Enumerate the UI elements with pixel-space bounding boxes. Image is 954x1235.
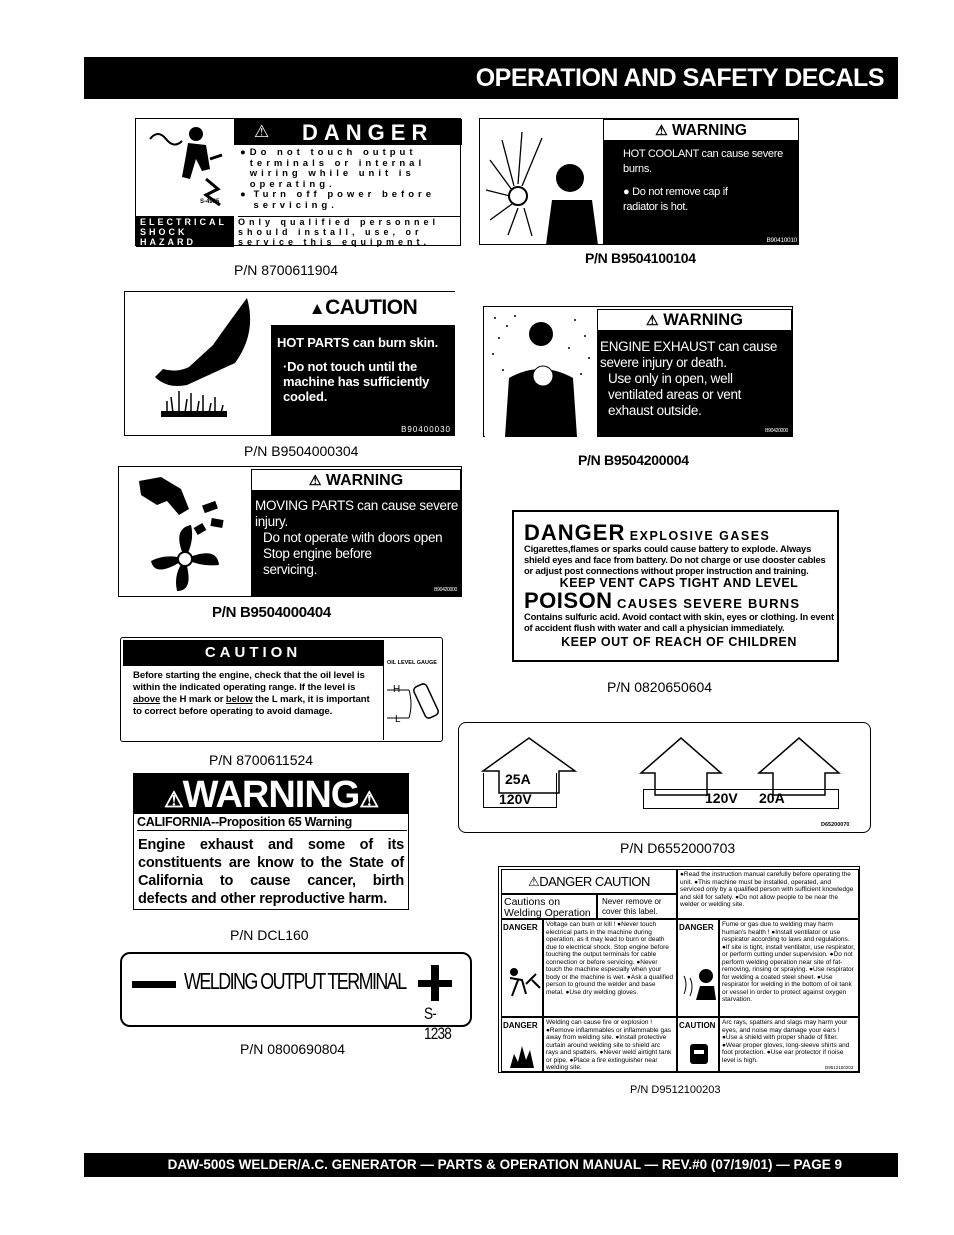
moving-line-3: Stop engine before servicing. [263,546,372,577]
decal-welding-terminal [120,952,472,1043]
page-title: OPERATION AND SAFETY DECALS [84,57,898,99]
hot-parts-line-1: HOT PARTS can burn skin. [277,335,439,350]
radiator-burst-icon [482,120,604,245]
exhaust-line-2: Use only in open, well ventilated areas or vent exhaust outside. [608,371,742,418]
oil-text: Before starting the engine, check that the oil level is within the indicated operating range. If the level is above the H mark or below the L mark, it is important to correct before operating to avoid damage. [133,670,370,717]
warning-triangle-icon: ⚠ [646,312,659,328]
part-number: P/N B9504000304 [244,443,359,459]
fumes-danger-cell: DANGER [677,919,719,1017]
welding-code: D9512100203 [825,1065,854,1070]
shock-bullet-1: ● Do not touch output terminals or internal wiring while unit is operating. [240,147,426,190]
decal-moving-parts [118,466,462,597]
decal-electrical-shock [135,118,461,246]
part-number: P/N B9504200004 [578,452,689,468]
decal-title: WARNING [671,122,747,139]
coolant-code: B90410010 [766,237,797,244]
decal-oil-level [120,637,443,742]
prop65-text: Engine exhaust and some of its constituents are know to the State of California to cause cancer, birth defects and other reproductive harm. [138,837,404,907]
page-footer: DAW-500S WELDER/A.C. GENERATOR — PARTS & OPERATION MANUAL — REV.#0 (07/19/01) — PAGE 9 [84,1153,898,1177]
fire-danger-cell: DANGER [501,1017,543,1072]
oil-gauge-label: OIL LEVEL GAUGE [387,660,437,666]
warning-triangle-icon: ⚠ [254,122,270,141]
part-number: P/N 0800690804 [240,1041,346,1057]
decal-title: WARNING [663,311,743,329]
part-number: P/N B9504000404 [212,604,331,621]
shock-danger-text: Voltage can burn or kill ! ●Never touch electrical parts in the machine during operation, as it may lead to burn or death due to electrical shock. Stop engine before touching the output terminals for cable connection or before servicing. ●Never touch the machine especially when your body or the machine is wet. ●Ask a qualified person to ground the welder and base metal. ●Use dry welding gloves. [543,919,677,1017]
welding-header: ⚠DANGER CAUTION [501,869,677,894]
shock-danger-cell: DANGER [501,919,543,1017]
arc-caution-text: Arc rays, spatters and slags may harm your eyes, and noise may damage your ears ! ●Use a shield with proper shade of filter. ●Wear proper gloves, long-sleeve shirts and foot protection. ●Use ear protector if noise level is high. [719,1017,859,1072]
exhaust-inhalation-icon [485,308,597,437]
exhaust-code: B90420000 [765,428,788,434]
welding-intro: ●Read the instruction manual carefully before operating the unit. ●This machine must be installed, operated, and serviced only by a qualified person with sufficient knowledge and skill for safety. ●Do not allow people to be near the welder or welding site. [677,869,859,919]
moving-code: B90420000 [434,587,457,593]
hot-parts-line-2: ·Do not touch until the machine has sufficiently cooled. [283,359,430,404]
fumes-mask-icon [680,964,718,1004]
battery-poison-heading: POISON CAUSES SEVERE BURNS [524,588,801,613]
shock-bottom-text: Only qualified personnel should install, use, or service this equipment. [238,216,460,248]
part-number: P/N DCL160 [230,927,309,943]
part-number: P/N D9512100203 [630,1084,721,1096]
decal-hot-parts [124,291,455,436]
burning-hand-icon [127,293,272,436]
decal-title: DANGER [302,120,434,145]
moving-line-1: MOVING PARTS can cause severe injury. [255,498,459,529]
welder-shock-icon [504,964,542,1004]
part-number: P/N 8700611904 [234,262,339,278]
warning-triangle-icon: ⚠ [655,122,668,138]
oil-l-mark: L [395,714,401,725]
decal-hot-coolant [479,118,799,245]
battery-danger-text: Cigarettes,flames or sparks could cause battery to explode. Always shield eyes and face from battery. Do not charge or use dooster cables or adjust post connections without proper instruction and training. [524,543,826,576]
part-number: P/N B9504100104 [585,250,696,266]
decal-prop65 [133,773,409,910]
shock-side-label: ELECTRICAL SHOCK HAZARD [136,216,234,247]
welding-helmet-icon [680,1040,718,1070]
warning-triangle-icon: ⚠ [359,787,379,812]
prop65-subtitle: CALIFORNIA--Proposition 65 Warning [137,815,407,831]
battery-keep-caps: KEEP VENT CAPS TIGHT AND LEVEL [559,576,799,590]
decal-title: CAUTION [123,640,383,666]
decal-battery [512,510,839,662]
coolant-line-2: ● Do not remove cap if radiator is hot. [623,186,728,213]
outlet-2-amps: 20A [759,790,785,806]
battery-keep-children: KEEP OUT OF REACH OF CHILDREN [561,635,797,649]
arc-caution-cell: CAUTION [677,1017,719,1072]
outlets-code: D65200070 [821,822,850,828]
decal-engine-exhaust [483,306,793,437]
fire-danger-text: Welding can cause fire or explosion ! ●Remove inflammables or inflammable gas away from welding site. ●Install protective curtain around welding site to shield arc rays and spatters. ●Never weld airtight tank or pipe. ●Place a fire extinguisher near welding site. [543,1017,677,1072]
decal-title: WARNING [325,472,404,489]
welding-no-remove: Never remove or cover this label. [597,894,677,919]
battery-danger-heading: DANGER EXPLOSIVE GASES [524,520,771,545]
fumes-danger-text: Fume or gas due to welding may harm human's health ! ●Install ventilator or use respirator according to laws and regulations. ●If site is tight, install ventilator, use respirator, or perform cutting under supervision. ●Do not perform welding operation near site of fat-removing, rinsing or spraying. ●Use respirator for welding a coated steel sheet. ●Use respirator for welding in the bottom of oil tank or vessel in order to protect against oxygen starvation. [719,919,859,1017]
outlet-1-volts: 120V [499,791,532,807]
oil-dipstick-icon [385,670,443,740]
decal-title: CAUTION [325,296,418,319]
shock-code: S-4985 [200,199,220,205]
part-number: P/N 0820650604 [607,679,713,695]
part-number: P/N D6552000703 [620,840,736,856]
electrocution-icon [136,119,234,216]
hot-parts-code: B90400030 [401,425,451,434]
welding-cautions-label: Cautions on Welding Operation [501,894,597,919]
part-number: P/N 8700611524 [209,752,314,768]
terminal-text: WELDING OUTPUT TERMINAL [184,968,406,994]
decal-welding-cautions [498,866,860,1073]
shock-bullet-2: ● Turn off power before servicing. [240,189,435,211]
outlet-2-volts: 120V [705,790,738,806]
warning-triangle-icon: ⚠ [308,472,322,488]
moving-line-2: Do not operate with doors open [263,530,443,545]
minus-icon [132,981,176,988]
outlet-1-amps: 25A [505,771,531,787]
warning-triangle-icon: ▲ [308,299,326,318]
terminal-code: S-1238 [424,1004,452,1043]
fire-explosion-icon [504,1040,542,1070]
decal-outlets [458,722,871,833]
exhaust-line-1: ENGINE EXHAUST can cause severe injury or death. [600,339,778,370]
coolant-line-1: HOT COOLANT can cause severe burns. [623,148,783,175]
prop65-title: ⚠WARNING⚠ [134,774,408,814]
fan-hand-icon [121,469,251,597]
warning-triangle-icon: ⚠ [163,787,183,812]
oil-h-mark: H [393,684,401,695]
battery-poison-text: Contains sulfuric acid. Avoid contact with skin, eyes or clothing. In event of accident flush with water and call a physician immediately. [524,611,834,633]
